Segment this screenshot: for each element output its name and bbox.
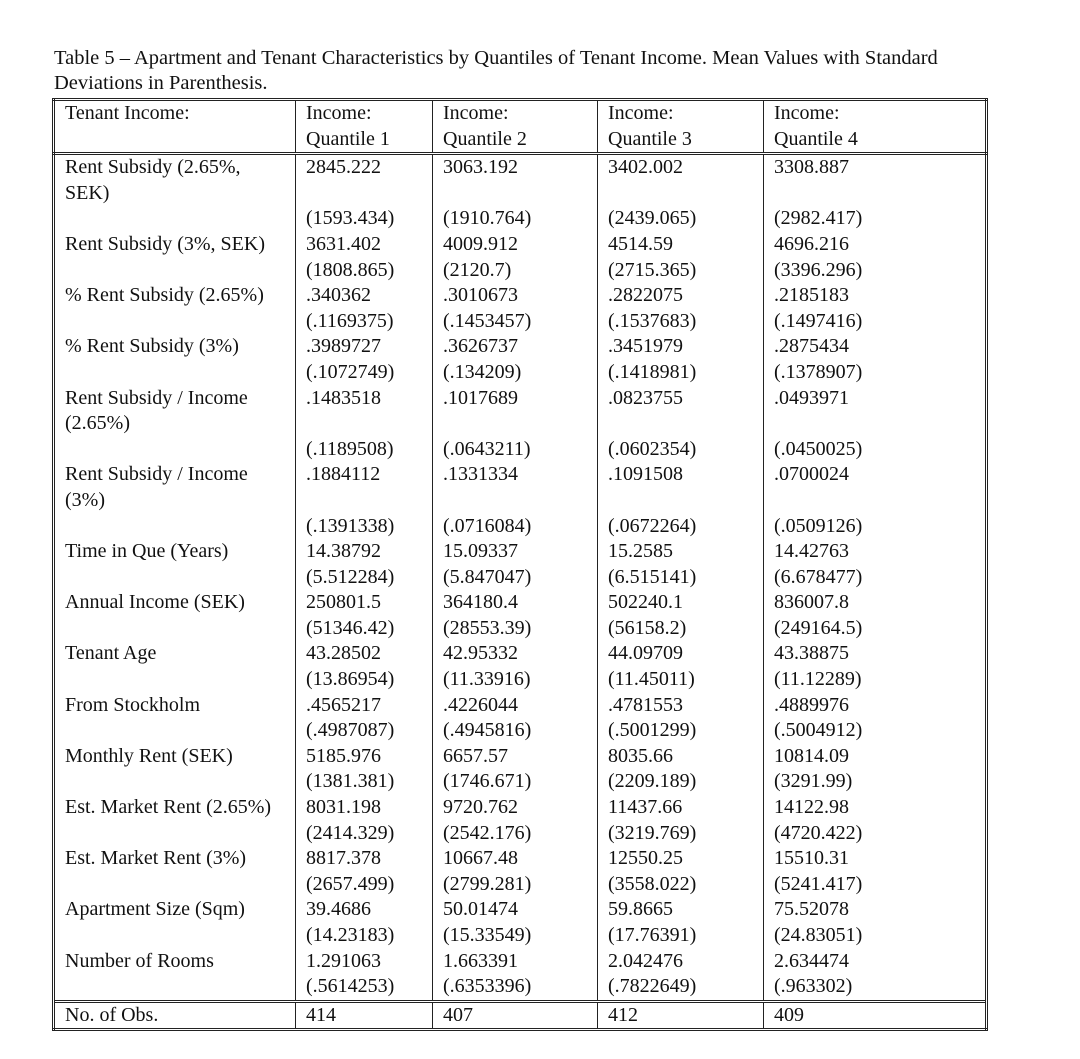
header-quantile-4: Income: Quantile 4 bbox=[764, 100, 987, 154]
row-value-cell: .2185183 (.1497416) bbox=[764, 283, 987, 334]
row-value-cell: .1483518 (.1189508) bbox=[296, 386, 433, 463]
header-quantile-2: Income: Quantile 2 bbox=[433, 100, 598, 154]
row-label: From Stockholm bbox=[54, 693, 296, 744]
table-caption: Table 5 – Apartment and Tenant Characteristics by Quantiles of Tenant Income. Mean Values with Standard Deviations in Parenthesis. bbox=[54, 47, 938, 94]
table-row bbox=[54, 386, 987, 463]
row-value-cell: .0823755 (.0602354) bbox=[598, 386, 764, 463]
table-row bbox=[54, 462, 987, 539]
row-value-cell: 42.95332 (11.33916) bbox=[433, 641, 598, 692]
table-row bbox=[54, 949, 987, 1002]
row-value-cell: .1884112 (.1391338) bbox=[296, 462, 433, 539]
row-value-cell: .3451979 (.1418981) bbox=[598, 334, 764, 385]
row-label: Est. Market Rent (3%) bbox=[54, 846, 296, 897]
row-value-cell: .340362 (.1169375) bbox=[296, 283, 433, 334]
row-label: Time in Que (Years) bbox=[54, 539, 296, 590]
row-value-cell: 3631.402 (1808.865) bbox=[296, 232, 433, 283]
row-value-cell: .0700024 (.0509126) bbox=[764, 462, 987, 539]
row-value-cell: .4889976 (.5004912) bbox=[764, 693, 987, 744]
row-label: Annual Income (SEK) bbox=[54, 590, 296, 641]
row-label: Apartment Size (Sqm) bbox=[54, 897, 296, 948]
row-value-cell: 10667.48 (2799.281) bbox=[433, 846, 598, 897]
obs-label: No. of Obs. bbox=[54, 1001, 296, 1030]
row-value-cell: 10814.09 (3291.99) bbox=[764, 744, 987, 795]
row-value-cell: 44.09709 (11.45011) bbox=[598, 641, 764, 692]
row-value-cell: 4696.216 (3396.296) bbox=[764, 232, 987, 283]
row-value-cell: .3989727 (.1072749) bbox=[296, 334, 433, 385]
row-value-cell: 250801.5 (51346.42) bbox=[296, 590, 433, 641]
row-label: Rent Subsidy (2.65%, SEK) bbox=[54, 154, 296, 232]
row-value-cell: 3402.002 (2439.065) bbox=[598, 154, 764, 232]
row-label: Tenant Age bbox=[54, 641, 296, 692]
header-label: Tenant Income: bbox=[54, 100, 296, 154]
row-value-cell: 15510.31 (5241.417) bbox=[764, 846, 987, 897]
row-value-cell: 75.52078 (24.83051) bbox=[764, 897, 987, 948]
row-value-cell: 6657.57 (1746.671) bbox=[433, 744, 598, 795]
row-value-cell: 14.42763 (6.678477) bbox=[764, 539, 987, 590]
data-table bbox=[52, 98, 988, 1031]
table-row bbox=[54, 334, 987, 385]
row-value-cell: 2.634474 (.963302) bbox=[764, 949, 987, 1002]
row-value-cell: 14122.98 (4720.422) bbox=[764, 795, 987, 846]
row-value-cell: .3626737 (.134209) bbox=[433, 334, 598, 385]
table-row bbox=[54, 590, 987, 641]
row-value-cell: 8035.66 (2209.189) bbox=[598, 744, 764, 795]
row-value-cell: .2822075 (.1537683) bbox=[598, 283, 764, 334]
row-value-cell: 8031.198 (2414.329) bbox=[296, 795, 433, 846]
row-value-cell: 4514.59 (2715.365) bbox=[598, 232, 764, 283]
row-value-cell: .1017689 (.0643211) bbox=[433, 386, 598, 463]
table-row bbox=[54, 897, 987, 948]
row-value-cell: 43.28502 (13.86954) bbox=[296, 641, 433, 692]
row-value-cell: 502240.1 (56158.2) bbox=[598, 590, 764, 641]
table-row bbox=[54, 232, 987, 283]
table-row bbox=[54, 283, 987, 334]
table-row bbox=[54, 539, 987, 590]
obs-row bbox=[54, 1001, 987, 1030]
row-value-cell: 50.01474 (15.33549) bbox=[433, 897, 598, 948]
row-value-cell: 8817.378 (2657.499) bbox=[296, 846, 433, 897]
header-row bbox=[54, 100, 987, 154]
row-value-cell: 11437.66 (3219.769) bbox=[598, 795, 764, 846]
row-value-cell: 1.663391 (.6353396) bbox=[433, 949, 598, 1002]
row-value-cell: 39.4686 (14.23183) bbox=[296, 897, 433, 948]
row-value-cell: .0493971 (.0450025) bbox=[764, 386, 987, 463]
row-value-cell: 1.291063 (.5614253) bbox=[296, 949, 433, 1002]
table-row bbox=[54, 744, 987, 795]
row-label: Number of Rooms bbox=[54, 949, 296, 1002]
row-value-cell: 4009.912 (2120.7) bbox=[433, 232, 598, 283]
row-value-cell: .2875434 (.1378907) bbox=[764, 334, 987, 385]
header-quantile-3: Income: Quantile 3 bbox=[598, 100, 764, 154]
row-value-cell: .4565217 (.4987087) bbox=[296, 693, 433, 744]
row-label: Monthly Rent (SEK) bbox=[54, 744, 296, 795]
row-value-cell: .1091508 (.0672264) bbox=[598, 462, 764, 539]
row-value-cell: 43.38875 (11.12289) bbox=[764, 641, 987, 692]
row-value-cell: 59.8665 (17.76391) bbox=[598, 897, 764, 948]
row-value-cell: 3308.887 (2982.417) bbox=[764, 154, 987, 232]
row-value-cell: .3010673 (.1453457) bbox=[433, 283, 598, 334]
obs-value: 414 bbox=[296, 1001, 433, 1030]
table-row bbox=[54, 846, 987, 897]
row-label: Rent Subsidy / Income (2.65%) bbox=[54, 386, 296, 463]
row-value-cell: 5185.976 (1381.381) bbox=[296, 744, 433, 795]
obs-value: 407 bbox=[433, 1001, 598, 1030]
table-row bbox=[54, 641, 987, 692]
row-value-cell: 2.042476 (.7822649) bbox=[598, 949, 764, 1002]
row-value-cell: .1331334 (.0716084) bbox=[433, 462, 598, 539]
row-value-cell: .4226044 (.4945816) bbox=[433, 693, 598, 744]
row-value-cell: 15.2585 (6.515141) bbox=[598, 539, 764, 590]
row-value-cell: 836007.8 (249164.5) bbox=[764, 590, 987, 641]
table-row bbox=[54, 795, 987, 846]
row-label: Rent Subsidy (3%, SEK) bbox=[54, 232, 296, 283]
row-label: Est. Market Rent (2.65%) bbox=[54, 795, 296, 846]
header-quantile-1: Income: Quantile 1 bbox=[296, 100, 433, 154]
obs-value: 412 bbox=[598, 1001, 764, 1030]
row-value-cell: 364180.4 (28553.39) bbox=[433, 590, 598, 641]
row-label: Rent Subsidy / Income (3%) bbox=[54, 462, 296, 539]
row-value-cell: 3063.192 (1910.764) bbox=[433, 154, 598, 232]
obs-value: 409 bbox=[764, 1001, 987, 1030]
row-value-cell: 2845.222 (1593.434) bbox=[296, 154, 433, 232]
row-label: % Rent Subsidy (2.65%) bbox=[54, 283, 296, 334]
table-row bbox=[54, 693, 987, 744]
row-label: % Rent Subsidy (3%) bbox=[54, 334, 296, 385]
table-row bbox=[54, 154, 987, 232]
row-value-cell: 14.38792 (5.512284) bbox=[296, 539, 433, 590]
row-value-cell: .4781553 (.5001299) bbox=[598, 693, 764, 744]
row-value-cell: 12550.25 (3558.022) bbox=[598, 846, 764, 897]
row-value-cell: 15.09337 (5.847047) bbox=[433, 539, 598, 590]
row-value-cell: 9720.762 (2542.176) bbox=[433, 795, 598, 846]
